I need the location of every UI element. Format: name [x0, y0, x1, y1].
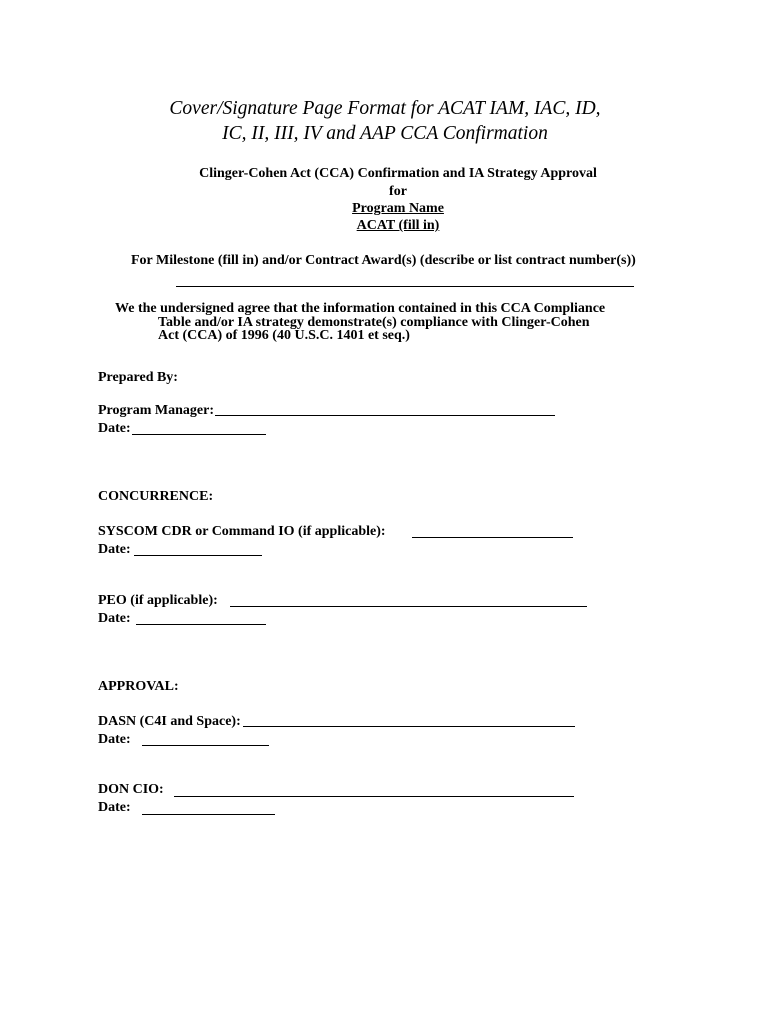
concurrence-heading: CONCURRENCE: [98, 489, 214, 504]
syscom-signature-line[interactable] [412, 537, 573, 538]
peo-label: PEO (if applicable): [98, 593, 218, 608]
peo-signature-line[interactable] [230, 606, 587, 607]
don-cio-label: DON CIO: [98, 782, 164, 797]
program-manager-date-label: Date: [98, 421, 131, 436]
document-title-line-2: IC, II, III, IV and AAP CCA Confirmation [222, 123, 548, 144]
acat-fill-in: ACAT (fill in) [356, 218, 440, 233]
milestone-text: For Milestone (fill in) and/or Contract Award(s) (describe or list contract number(s)) [131, 253, 636, 268]
don-cio-date-label: Date: [98, 800, 131, 815]
dasn-date-line[interactable] [142, 745, 269, 746]
dasn-label: DASN (C4I and Space): [98, 714, 241, 729]
approval-heading: APPROVAL: [98, 679, 179, 694]
dasn-date-label: Date: [98, 732, 131, 747]
for-text: for [389, 184, 407, 199]
syscom-date-label: Date: [98, 542, 131, 557]
syscom-date-line[interactable] [134, 555, 262, 556]
dasn-signature-line[interactable] [243, 726, 575, 727]
program-manager-label: Program Manager: [98, 403, 214, 418]
program-name: Program Name [352, 201, 444, 216]
peo-date-label: Date: [98, 611, 131, 626]
subtitle: Clinger-Cohen Act (CCA) Confirmation and IA Strategy Approval [199, 166, 597, 181]
don-cio-date-line[interactable] [142, 814, 275, 815]
peo-date-line[interactable] [136, 624, 266, 625]
program-manager-signature-line[interactable] [215, 415, 555, 416]
program-manager-date-line[interactable] [132, 434, 266, 435]
statement-line-2: Table and/or IA strategy demonstrate(s) compliance with Clinger-Cohen [158, 315, 590, 330]
don-cio-signature-line[interactable] [174, 796, 574, 797]
milestone-fill-line[interactable] [176, 286, 634, 287]
statement-line-1: We the undersigned agree that the information contained in this CCA Compliance [115, 301, 606, 316]
prepared-by-heading: Prepared By: [98, 370, 178, 385]
document-title-line-1: Cover/Signature Page Format for ACAT IAM, IAC, ID, [169, 98, 601, 119]
statement-line-3: Act (CCA) of 1996 (40 U.S.C. 1401 et seq.) [158, 328, 410, 343]
syscom-label: SYSCOM CDR or Command IO (if applicable): [98, 524, 386, 539]
